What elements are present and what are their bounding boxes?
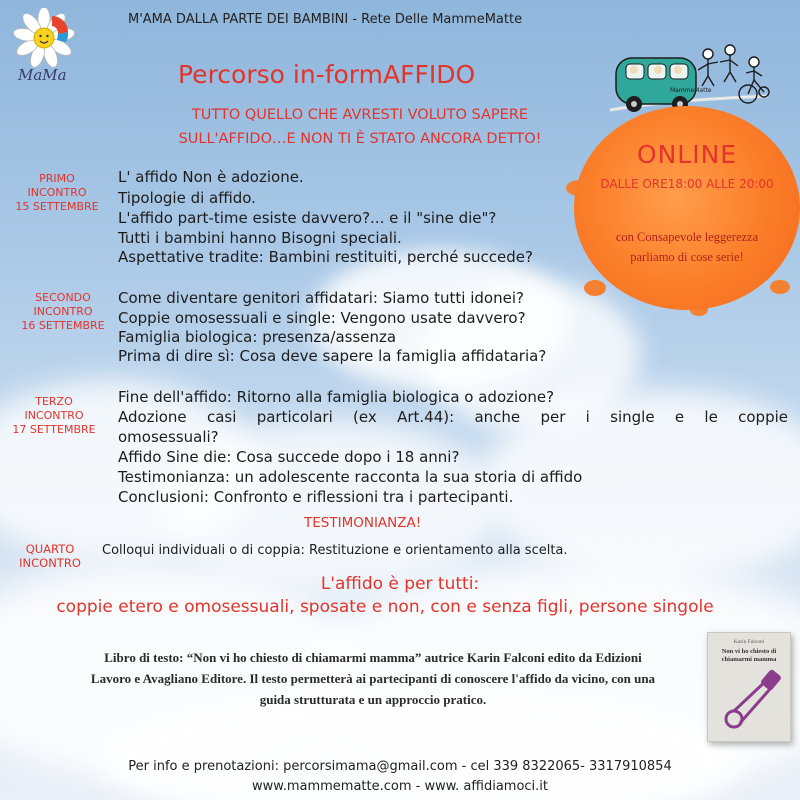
- topic-line: omosessuali?: [118, 428, 219, 446]
- badge-tagline-2: parliamo di cose serie!: [630, 250, 744, 264]
- topic-line: Tipologie di affido.: [118, 189, 256, 207]
- mama-logo: [6, 8, 84, 90]
- meeting-2-label: [8, 291, 118, 333]
- safety-pin-icon: [708, 633, 790, 741]
- footer-contacts: Per info e prenotazioni: percorsimama@gmail.com - cel 339 8322065- 3317910854: [128, 759, 672, 774]
- topic-line: Colloqui individuali o di coppia: Restituzione e orientamento alla scelta.: [102, 543, 568, 558]
- topic-line: L'affido part-time esiste davvero?... e il "sine die"?: [118, 209, 497, 227]
- topic-line: Tutti i bambini hanno Bisogni speciali.: [118, 229, 402, 247]
- meeting-date: 17 SETTEMBRE: [12, 423, 96, 436]
- meeting-label-line: INCONTRO: [24, 409, 84, 422]
- topic-line: Aspettative tradite: Bambini restituiti, perché succede?: [118, 248, 533, 266]
- subtitle-line-2: SULL'AFFIDO…E NON TI È STATO ANCORA DETTO!: [178, 131, 542, 147]
- meeting-label-line: INCONTRO: [33, 305, 93, 318]
- meeting-label-line: QUARTO: [25, 542, 75, 556]
- meeting-label-line: INCONTRO: [27, 186, 87, 199]
- topic-line: Testimonianza: un adolescente racconta la sua storia di affido: [118, 468, 583, 486]
- book-description: [58, 647, 688, 710]
- book-line: Libro di testo: “Non vi ho chiesto di chiamarmi mamma” autrice Karin Falconi edito da Edizioni: [104, 650, 642, 665]
- message-headline: L'affido è per tutti:: [320, 574, 480, 594]
- topic-line: Fine dell'affido: Ritorno alla famiglia biologica o adozione?: [118, 388, 555, 406]
- topic-line: L' affido Non è adozione.: [118, 168, 304, 186]
- online-label: ONLINE: [636, 140, 738, 169]
- book-cover: [707, 632, 791, 742]
- topic-line: Conclusioni: Confronto e riflessioni tra i partecipanti.: [118, 488, 514, 506]
- subtitle-line-1: TUTTO QUELLO CHE AVRESTI VOLUTO SAPERE: [191, 107, 529, 123]
- meeting-date: 16 SETTEMBRE: [21, 319, 105, 332]
- topic-line: Famiglia biologica: presenza/assenza: [118, 328, 397, 346]
- meeting-1-label: [2, 172, 112, 214]
- book-cover-title: Non vi ho chiesto di chiamarmi mamma: [721, 648, 777, 663]
- page-title: Percorso in-formAFFIDO: [178, 60, 476, 89]
- badge-time: DALLE ORE18:00 ALLE 20:00: [600, 177, 774, 191]
- book-line: guida strutturata e un approccio pratico.: [259, 692, 487, 707]
- topic-line: Affido Sine die: Cosa succede dopo i 18 anni?: [118, 448, 460, 466]
- sun-shape: [574, 106, 800, 310]
- meeting-label-line: SECONDO: [35, 291, 91, 304]
- logo-text: MaMa: [18, 66, 67, 84]
- van-text: MammeMatte: [670, 87, 712, 94]
- testimony-note: TESTIMONIANZA!: [304, 515, 422, 531]
- footer-websites: www.mammematte.com - www. affidiamoci.it: [251, 779, 549, 794]
- book-line: Lavoro e Avagliano Editore. Il testo permetterà ai partecipanti di conoscere l'affido da vicino, con una: [90, 671, 656, 686]
- daisy-icon: [6, 8, 84, 70]
- book-cover-author: Karin Falconi: [733, 639, 765, 645]
- meeting-label-line: PRIMO: [39, 172, 75, 185]
- topic-line: Come diventare genitori affidatari: Siamo tutti idonei?: [118, 289, 524, 307]
- meeting-label-line: TERZO: [35, 395, 73, 408]
- topic-line: Prima di dire sì: Cosa deve sapere la famiglia affidataria?: [118, 347, 547, 365]
- organization-name: M'AMA DALLA PARTE DEI BAMBINI - Rete Delle MammeMatte: [128, 12, 523, 27]
- meeting-date: 15 SETTEMBRE: [15, 200, 99, 213]
- badge-tagline-1: con Consapevole leggerezza: [615, 230, 759, 244]
- message-body: coppie etero e omosessuali, sposate e non, con e senza figli, persone singole: [56, 597, 714, 617]
- meeting-3-label: [0, 395, 108, 437]
- topic-line: Coppie omosessuali e single: Vengono usate davvero?: [118, 309, 526, 327]
- topic-line: Adozione casi particolari (ex Art.44): anche per i single e le coppie: [118, 408, 788, 426]
- meeting-label-line: INCONTRO: [19, 556, 81, 570]
- meeting-4-label: [0, 542, 100, 570]
